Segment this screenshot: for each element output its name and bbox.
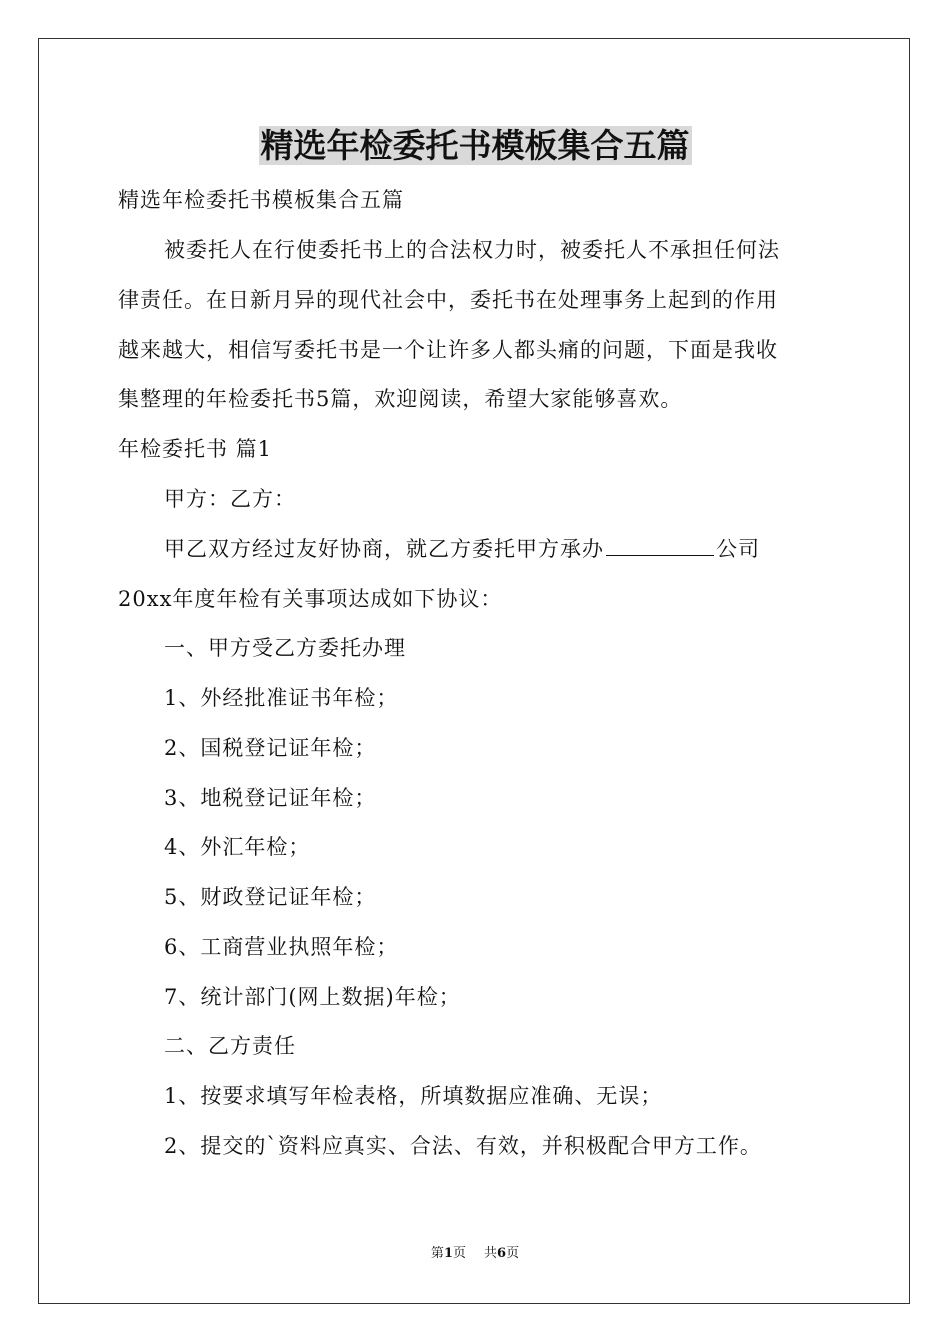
page-prefix: 第 bbox=[430, 1246, 444, 1261]
page-footer bbox=[0, 1245, 950, 1263]
part1-item: 1、外经批准证书年检； bbox=[164, 686, 399, 710]
agreement-text-after: 公司 bbox=[716, 537, 760, 561]
part1-item: 3、地税登记证年检； bbox=[164, 786, 377, 810]
part2-heading: 二、乙方责任 bbox=[164, 1034, 296, 1058]
intro-line-3: 越来越大，相信写委托书是一个让许多人都头痛的问题，下面是我收 bbox=[118, 338, 778, 362]
document-subtitle: 精选年检委托书模板集合五篇 bbox=[118, 188, 404, 212]
fill-in-blank bbox=[606, 535, 714, 556]
part1-item: 6、工商营业执照年检； bbox=[164, 935, 399, 959]
part1-item: 5、财政登记证年检； bbox=[164, 885, 377, 909]
total-suffix: 页 bbox=[506, 1246, 520, 1261]
agreement-line-2: 20xx年度年检有关事项达成如下协议： bbox=[118, 587, 503, 611]
part1-item: 4、外汇年检； bbox=[164, 835, 311, 859]
part1-heading: 一、甲方受乙方委托办理 bbox=[164, 636, 406, 660]
parties-line: 甲方：乙方： bbox=[164, 487, 296, 511]
part1-item: 7、统计部门(网上数据)年检； bbox=[164, 985, 461, 1009]
part2-item: 2、提交的`资料应真实、合法、有效，并积极配合甲方工作。 bbox=[164, 1134, 762, 1158]
total-prefix: 共 bbox=[484, 1246, 498, 1261]
intro-line-2: 律责任。在日新月异的现代社会中，委托书在处理事务上起到的作用 bbox=[118, 288, 778, 312]
intro-line-1: 被委托人在行使委托书上的合法权力时，被委托人不承担任何法 bbox=[164, 238, 780, 262]
agreement-text-before: 甲乙双方经过友好协商，就乙方委托甲方承办 bbox=[164, 537, 604, 561]
section-heading: 年检委托书 篇1 bbox=[118, 437, 273, 461]
agreement-line-1 bbox=[164, 534, 760, 564]
page-border bbox=[38, 38, 910, 1304]
page-number: 1 bbox=[443, 1246, 453, 1261]
intro-line-4: 集整理的年检委托书5篇，欢迎阅读，希望大家能够喜欢。 bbox=[118, 387, 683, 411]
part1-item: 2、国税登记证年检； bbox=[164, 736, 377, 760]
document-title bbox=[0, 124, 950, 168]
part2-item: 1、按要求填写年检表格，所填数据应准确、无误； bbox=[164, 1084, 663, 1108]
document-title-text: 精选年检委托书模板集合五篇 bbox=[260, 126, 690, 165]
page-suffix: 页 bbox=[452, 1246, 466, 1261]
total-pages: 6 bbox=[497, 1246, 507, 1261]
